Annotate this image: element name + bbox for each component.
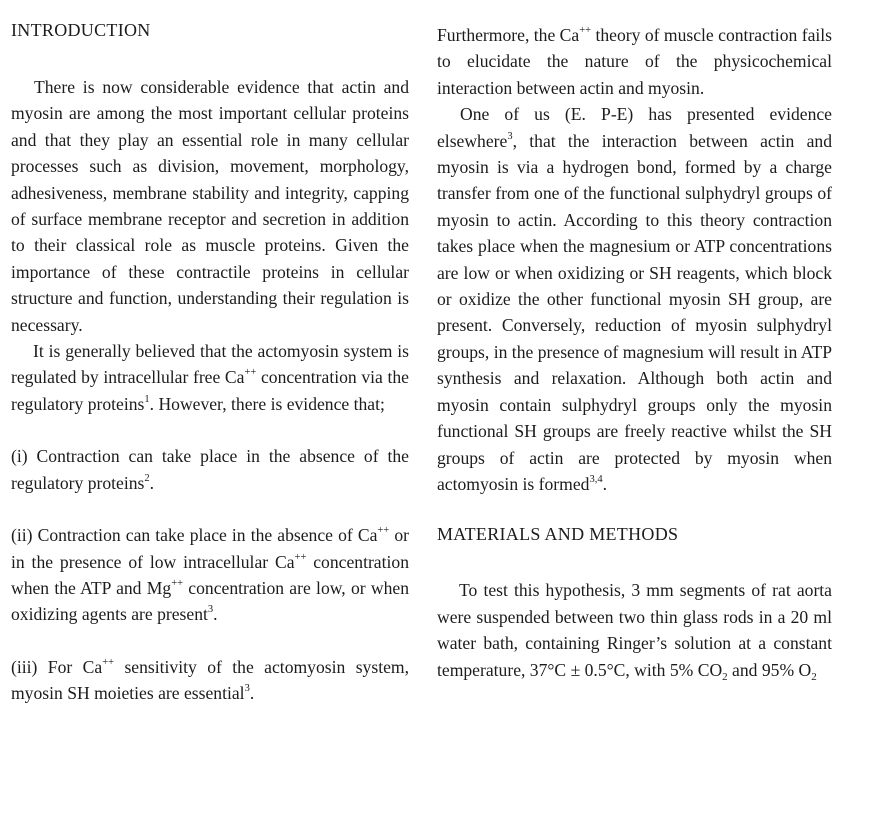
intro-paragraph-2: It is generally believed that the actomyosin system is regulated by intracellular free Ca++ concentration via the regulatory proteins$^1$. However, there is evidence that;	[11, 341, 409, 414]
theory-paragraph: Furthermore, the Ca++ theory of muscle contraction fails to elucidate the nature of the physicochemical interaction between actin and myosin.	[437, 25, 832, 98]
intro-paragraph-1: There is now considerable evidence that actin and myosin are among the most important cellular proteins and that they play an essential role in many cellular processes such as division, movement, morphology, adhesiveness, membrane stability and integrity, capping of surface membrane receptor and secretion in addition to their classical role as muscle proteins. Given the importance of these contractile proteins in cellular structure and function, understanding their regulation is necessary.	[11, 77, 409, 335]
evidence-item-1: (i) Contraction can take place in the absence of the regulatory proteins$^2$.	[11, 446, 409, 493]
methods-paragraph: To test this hypothesis, 3 mm segments of rat aorta were suspended between two thin glass rods in a 20 ml water bath, containing Ringer’s solution at a constant temperature, 37°C ± 0.5°C, with 5% $CO_2$ and 95% $O_2$	[437, 580, 832, 683]
right-column	[437, 22, 832, 683]
evidence-item-2: (ii) Contraction can take place in the absence of Ca++ or in the presence of low intracellular Ca++ concentration when the ATP and Mg++ concentration are low, or when oxidizing agents are present$^3$.	[11, 525, 410, 625]
hypothesis-paragraph: One of us (E. P-E) has presented evidence elsewhere$^3$, that the interaction between actin and myosin is via a hydrogen bond, formed by a charge transfer from one of the functional sulphydryl groups of myosin to actin. According to this theory contraction takes place when the magnesium or ATP concentrations are low or when oxidizing or SH reagents, which block or oxidize the other functional myosin SH group, are present. Conversely, reduction of myosin sulphydryl groups, in the presence of magnesium will result in ATP synthesis and relaxation. Although both actin and myosin contain sulphydryl groups only the myosin functional SH groups are freely reactive whilst the SH groups of actin are protected by myosin when actomyosin is formed$^{3,4}$.	[437, 104, 832, 494]
evidence-item-3: (iii) For Ca++ sensitivity of the actomyosin system, myosin SH moieties are essential$^3$.	[11, 656, 409, 704]
section-heading-introduction: INTRODUCTION	[11, 20, 151, 40]
section-heading-materials-methods: MATERIALS AND METHODS	[437, 524, 679, 545]
left-column	[11, 17, 409, 707]
